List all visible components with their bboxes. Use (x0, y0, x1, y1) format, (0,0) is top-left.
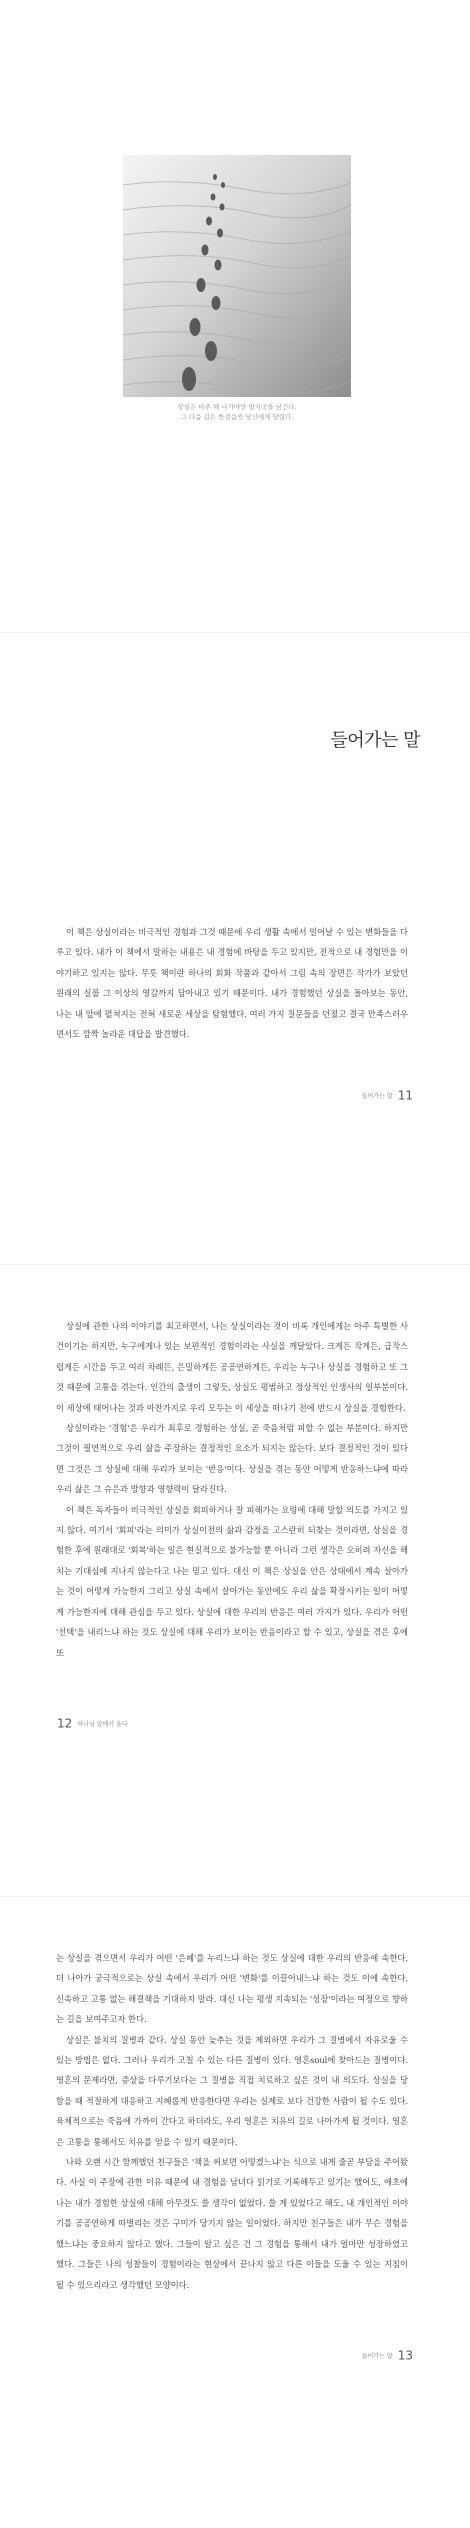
section-title: 들어가는 말 (330, 730, 420, 751)
running-footer: 하나님 앞에서 울다 (77, 1721, 128, 1728)
running-footer: 들어가는 말 (361, 2353, 393, 2360)
photo-caption (123, 402, 351, 422)
paragraph: 는 상실을 겪으면서 우리가 어떤 '은혜'를 누리느냐 하는 것도 상실에 대한 우리의 반응에 속한다. 더 나아가 궁극적으로는 상실 속에서 우리가 어떤 '변화'를 이끌어내느냐 하는 것도 이에 속한다. 신속하고 고통 없는 해결책을 기대하지 말라. 대신 나는 평생 지속되는 '성장'이라는 여정으로 향하는 길을 보여주고자 한다. (56, 1953, 408, 2025)
desert-footprints-photo (123, 155, 351, 397)
caption-line: 그 다음 길은 한걸음씩 당신에게 달렸다. (180, 413, 294, 421)
paragraph: 이 책은 상실이라는 비극적인 경험과 그것 때문에 우리 생활 속에서 일어날 수 있는 변화들을 다루고 있다. 내가 이 책에서 말하는 내용은 내 경험에 바탕을 두고 있지만, 전적으로 내 경험만을 이야기하고 있지는 않다. 무릇 책이란 하나의 회화 작품과 같아서 그림 속의 장면은 작가가 보았던 원래의 실물 그 이상의 영감까지 담아내고 있기 때문이다. 내가 경험했던 상실을 돌아보는 동안, 나는 내 앞에 펼쳐지는 전혀 새로운 세상을 탐험했다. 여러 가지 질문들을 던졌고 결국 만족스러우면서도 깜짝 놀라운 대답을 발견했다. (56, 927, 408, 1040)
page-footer (362, 1085, 413, 1104)
page-number: 13 (397, 2348, 413, 2363)
paragraph: 상실에 관한 나의 이야기를 최고하면서, 나는 상실이라는 것이 비록 개인에게는 아주 특별한 사건이기는 하지만, 누구에게나 있는 보편적인 경험이라는 사실을 깨달았다. 크게든 작게든, 급작스럽게든 시간을 두고 여러 차례든, 은밀하게든 공공연하게든, 우리는 누구나 상실을 경험하고 또 그것 때문에 고통을 겪는다. 인간의 출생이 그렇듯, 상실도 평범하고 정상적인 인생사의 일부분이다. 이 세상에 태어나는 것과 마찬가지로 우리 모두는 이 세상을 떠나기 전에 반드시 상실을 경험한다. (56, 1321, 408, 1413)
body-text-page-12 (56, 1316, 408, 1663)
page-divider (0, 1896, 470, 1897)
body-text-page-11 (56, 922, 408, 1044)
caption-line: 상실은 마주 해 나가야만 발자국을 남긴다. (177, 403, 297, 411)
page-footer (57, 1713, 128, 1732)
paragraph: 상실은 불치의 질병과 같다. 상실 동안 늦추는 것을 제외하면 우리가 그 질병에서 자유로울 수 있는 방법은 없다. 그러나 우리가 고칠 수 있는 다른 질병이 있다. 영혼soul에 찾아드는 질병이다. 영혼의 문제라면, 증상을 다루기보다는 그 질병을 직접 치료하고 싶은 것이 내 의도다. 상실을 당함을 때 적절하게 대응하고 지혜롭게 반응한다면 우리는 실제로 보다 건강한 사람이 될 수도 있다. 육체적으로는 죽음에 가까이 간다고 하더라도, 우리 영혼은 치유의 길로 나아가게 될 것이다. 영혼은 고통을 통해서도 치유를 얻을 수 있기 때문이다. (56, 2034, 408, 2147)
page-number: 12 (57, 1716, 73, 1731)
page-footer (362, 2345, 413, 2364)
paragraph: 이 책은 독자들이 비극적인 상실을 회피하거나 잘 피해가는 요령에 대해 말할 의도를 가지고 있지 않다. 여기서 '회피'라는 의미가 상실이전의 삶과 감정을 고스란히 되찾는 것이라면, 상실을 경험한 후에 원래대로 '회복'하는 일은 현실적으로 불가능할 뿐 아니라 그런 생각은 오히려 자신을 해치는 기대심에 지나지 않는다고 나는 믿고 있다. 대신 이 책은 상실을 안은 상태에서 계속 살아가는 것이 어떻게 가능한지 그리고 상실 속에서 살아가는 동안에도 우리 삶을 확장시키는 일이 어떻게 가능한지에 대해 관심을 두고 있다. 상실에 대한 우리의 반응은 여러 가지가 있다. 우리가 어떤 '선택'을 내리느냐 하는 것도 상실에 대해 우리가 보이는 반응이라고 할 수 있고, 상실을 겪은 후에 또 (56, 1504, 408, 1658)
paragraph: 나와 오랜 시간 함께했던 친구들은 '책을 써보면 어떻겠느냐'는 식으로 내게 줄곧 부담을 주어왔다. 사실 이 주장에 관한 이유 때문에 내 경험을 남녀다 읽기로 기록해두고 있기는 했어도, 애초에 나는 내가 경험한 상실에 대해 아무것도 쓸 생각이 없었다. 쓸 게 있었다고 해도, 내 개인적인 이야기를 공공연하게 떠벌리는 것은 구미가 당기지 않는 일이었다. 하지만 친구들은 내가 무슨 경험을 했느냐는 중요하지 않다고 했다. 그들이 알고 싶은 건 그 경험을 통해서 내가 얼마만 성장하였고 했다. 그들은 나의 성찰들이 경험이라는 현상에서 끝나지 않고 다른 이들을 도울 수 있는 지침이 될 수 있으리라고 생각했던 모양이다. (56, 2157, 408, 2290)
body-text-page-13 (56, 1948, 408, 2295)
page-divider (0, 632, 470, 633)
page-number: 11 (397, 1088, 413, 1103)
running-footer: 들어가는 말 (361, 1093, 393, 1100)
paragraph: 상실이라는 '경험'은 우리가 최후로 경험하는 상실, 곧 죽음처럼 피할 수 없는 부분이다. 하지만 그것이 필연적으로 우리 삶을 주장하는 결정적인 요소가 되지는 않는다. 보다 결정적인 것이 있다면 그것은 그 상실에 대해 우리가 보이는 '반응'이다. 상실을 겪는 동안 어떻게 반응하느냐에 따라 우리 삶은 그 슈은과 방향과 영향력이 달라진다. (56, 1423, 408, 1495)
page-divider (0, 1264, 470, 1265)
